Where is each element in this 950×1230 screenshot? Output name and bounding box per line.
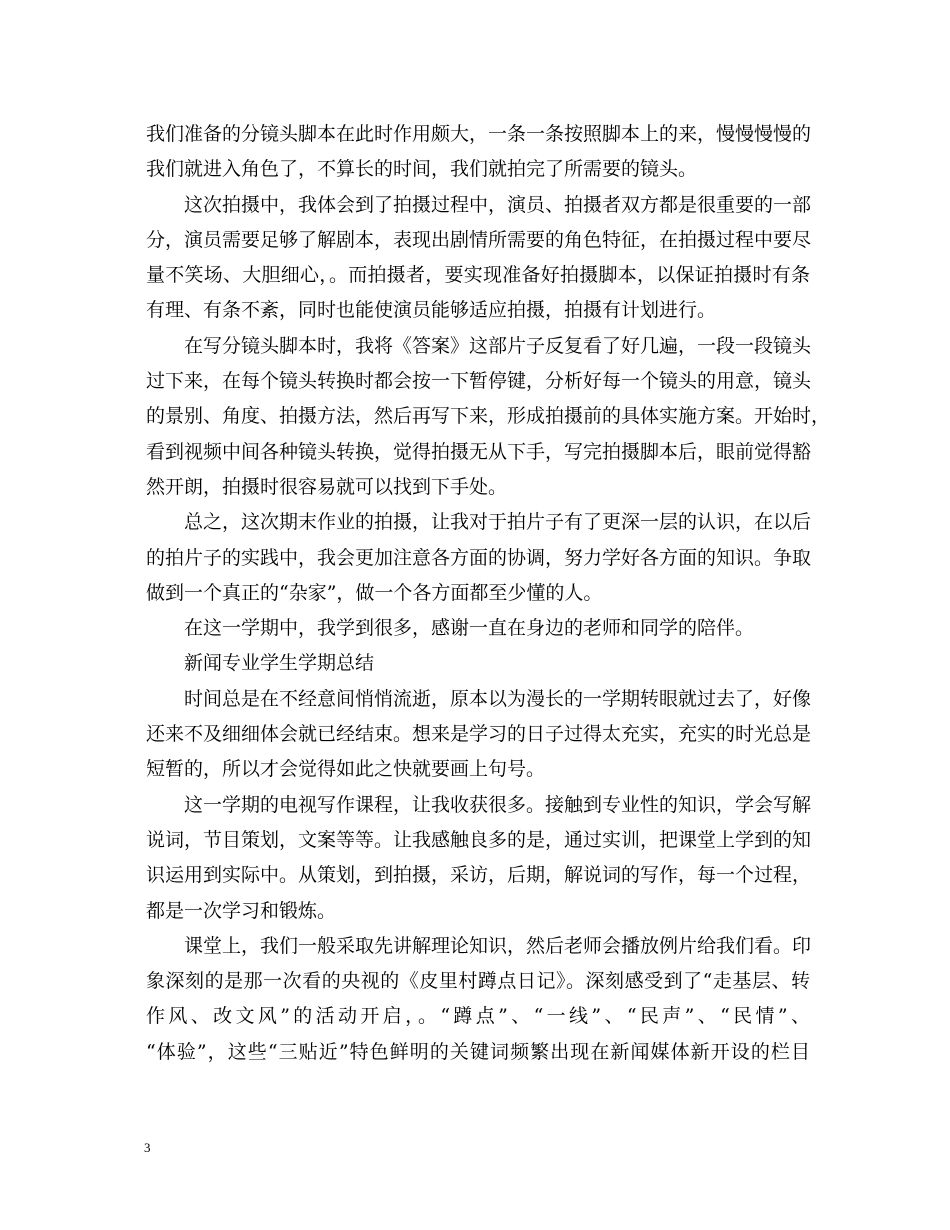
text-line [146, 682, 810, 717]
text-line [146, 505, 810, 540]
text-line [146, 117, 810, 152]
text-line-content: 象深刻的是那一次看的央视的《皮里村蹲点日记》。深刻感受到了“走基层、转 [146, 970, 810, 993]
text-line [146, 611, 810, 646]
text-line [146, 964, 810, 999]
text-line [146, 399, 831, 434]
text-line-content: 然开朗，拍摄时很容易就可以找到下手处。 [146, 475, 508, 498]
text-line-content: 时间总是在不经意间悄悄流逝，原本以为漫长的一学期转眼就过去了，好像 [184, 687, 812, 710]
text-line-content: 总之，这次期末作业的拍摄，让我对于拍片子有了更深一层的认识，在以后 [184, 511, 812, 534]
text-line [146, 929, 810, 964]
text-line [146, 470, 810, 505]
text-line [146, 188, 810, 223]
text-line [146, 788, 810, 823]
text-line-content: 新闻专业学生学期总结 [184, 652, 375, 675]
text-line [146, 894, 810, 929]
text-line-content: 有理、有条不紊，同时也能使演员能够适应拍摄，拍摄有计划进行。 [146, 299, 717, 322]
text-line [146, 329, 810, 364]
text-line-content: 的拍片子的实践中，我会更加注意各方面的协调，努力学好各方面的知识。争取 [146, 546, 812, 569]
text-line-content: 看到视频中间各种镜头转换，觉得拍摄无从下手，写完拍摄脚本后，眼前觉得豁 [146, 440, 812, 463]
text-line-content: 作风、改文风”的活动开启，。“蹲点”、“一线”、“民声”、“民情”、 [146, 1005, 810, 1028]
text-line-content: 都是一次学习和锻炼。 [146, 899, 337, 922]
text-line-content: 的景别、角度、拍摄方法，然后再写下来，形成拍摄前的具体实施方案。开始时， [146, 405, 831, 428]
text-line [146, 576, 810, 611]
text-line-content: 过下来，在每个镜头转换时都会按一下暂停键，分析好每一个镜头的用意，镜头 [146, 370, 812, 393]
text-line-content: 还来不及细细体会就已经结束。想来是学习的日子过得太充实，充实的时光总是 [146, 723, 812, 746]
text-line-content: 课堂上，我们一般采取先讲解理论知识，然后老师会播放例片给我们看。印 [184, 934, 812, 957]
text-line-content: 短暂的，所以才会觉得如此之快就要画上句号。 [146, 758, 546, 781]
text-line [146, 541, 810, 576]
text-line [146, 717, 810, 752]
page-number: 3 [144, 1140, 151, 1155]
text-line [146, 152, 810, 187]
text-line-content: 在写分镜头脚本时，我将《答案》这部片子反复看了好几遍，一段一段镜头 [184, 334, 812, 357]
text-line [146, 258, 810, 293]
text-line-content: 识运用到实际中。从策划，到拍摄，采访，后期，解说词的写作，每一个过程， [146, 864, 812, 887]
text-line [146, 1035, 810, 1070]
text-line [146, 223, 810, 258]
text-line [146, 752, 810, 787]
text-line [146, 364, 810, 399]
text-line-content: “体验”，这些“三贴近”特色鲜明的关键词频繁出现在新闻媒体新开设的栏目 [146, 1040, 810, 1063]
text-line-content: 我们准备的分镜头脚本在此时作用颇大，一条一条按照脚本上的来，慢慢慢慢的 [146, 123, 812, 145]
text-line-content: 在这一学期中，我学到很多，感谢一直在身边的老师和同学的陪伴。 [184, 617, 755, 640]
text-line [146, 646, 810, 681]
text-line [146, 858, 810, 893]
text-line [146, 823, 810, 858]
text-line-content: 做到一个真正的“杂家”，做一个各方面都至少懂的人。 [146, 581, 603, 604]
text-line-content: 说词，节目策划，文案等等。让我感触良多的是，通过实训，把课堂上学到的知 [146, 828, 812, 851]
text-line-content: 我们就进入角色了，不算长的时间，我们就拍完了所需要的镜头。 [146, 158, 698, 181]
text-line [146, 435, 810, 470]
text-line [146, 293, 810, 328]
text-line [146, 999, 810, 1034]
text-line-content: 量不笑场、大胆细心，。而拍摄者，要实现准备好拍摄脚本，以保证拍摄时有条 [146, 264, 810, 287]
text-line-content: 这一学期的电视写作课程，让我收获很多。接触到专业性的知识，学会写解 [184, 793, 812, 816]
text-line-content: 分，演员需要足够了解剧本，表现出剧情所需要的角色特征，在拍摄过程中要尽 [146, 228, 812, 251]
text-line-content: 这次拍摄中，我体会到了拍摄过程中，演员、拍摄者双方都是很重要的一部 [184, 193, 812, 216]
body-text [146, 117, 831, 1070]
